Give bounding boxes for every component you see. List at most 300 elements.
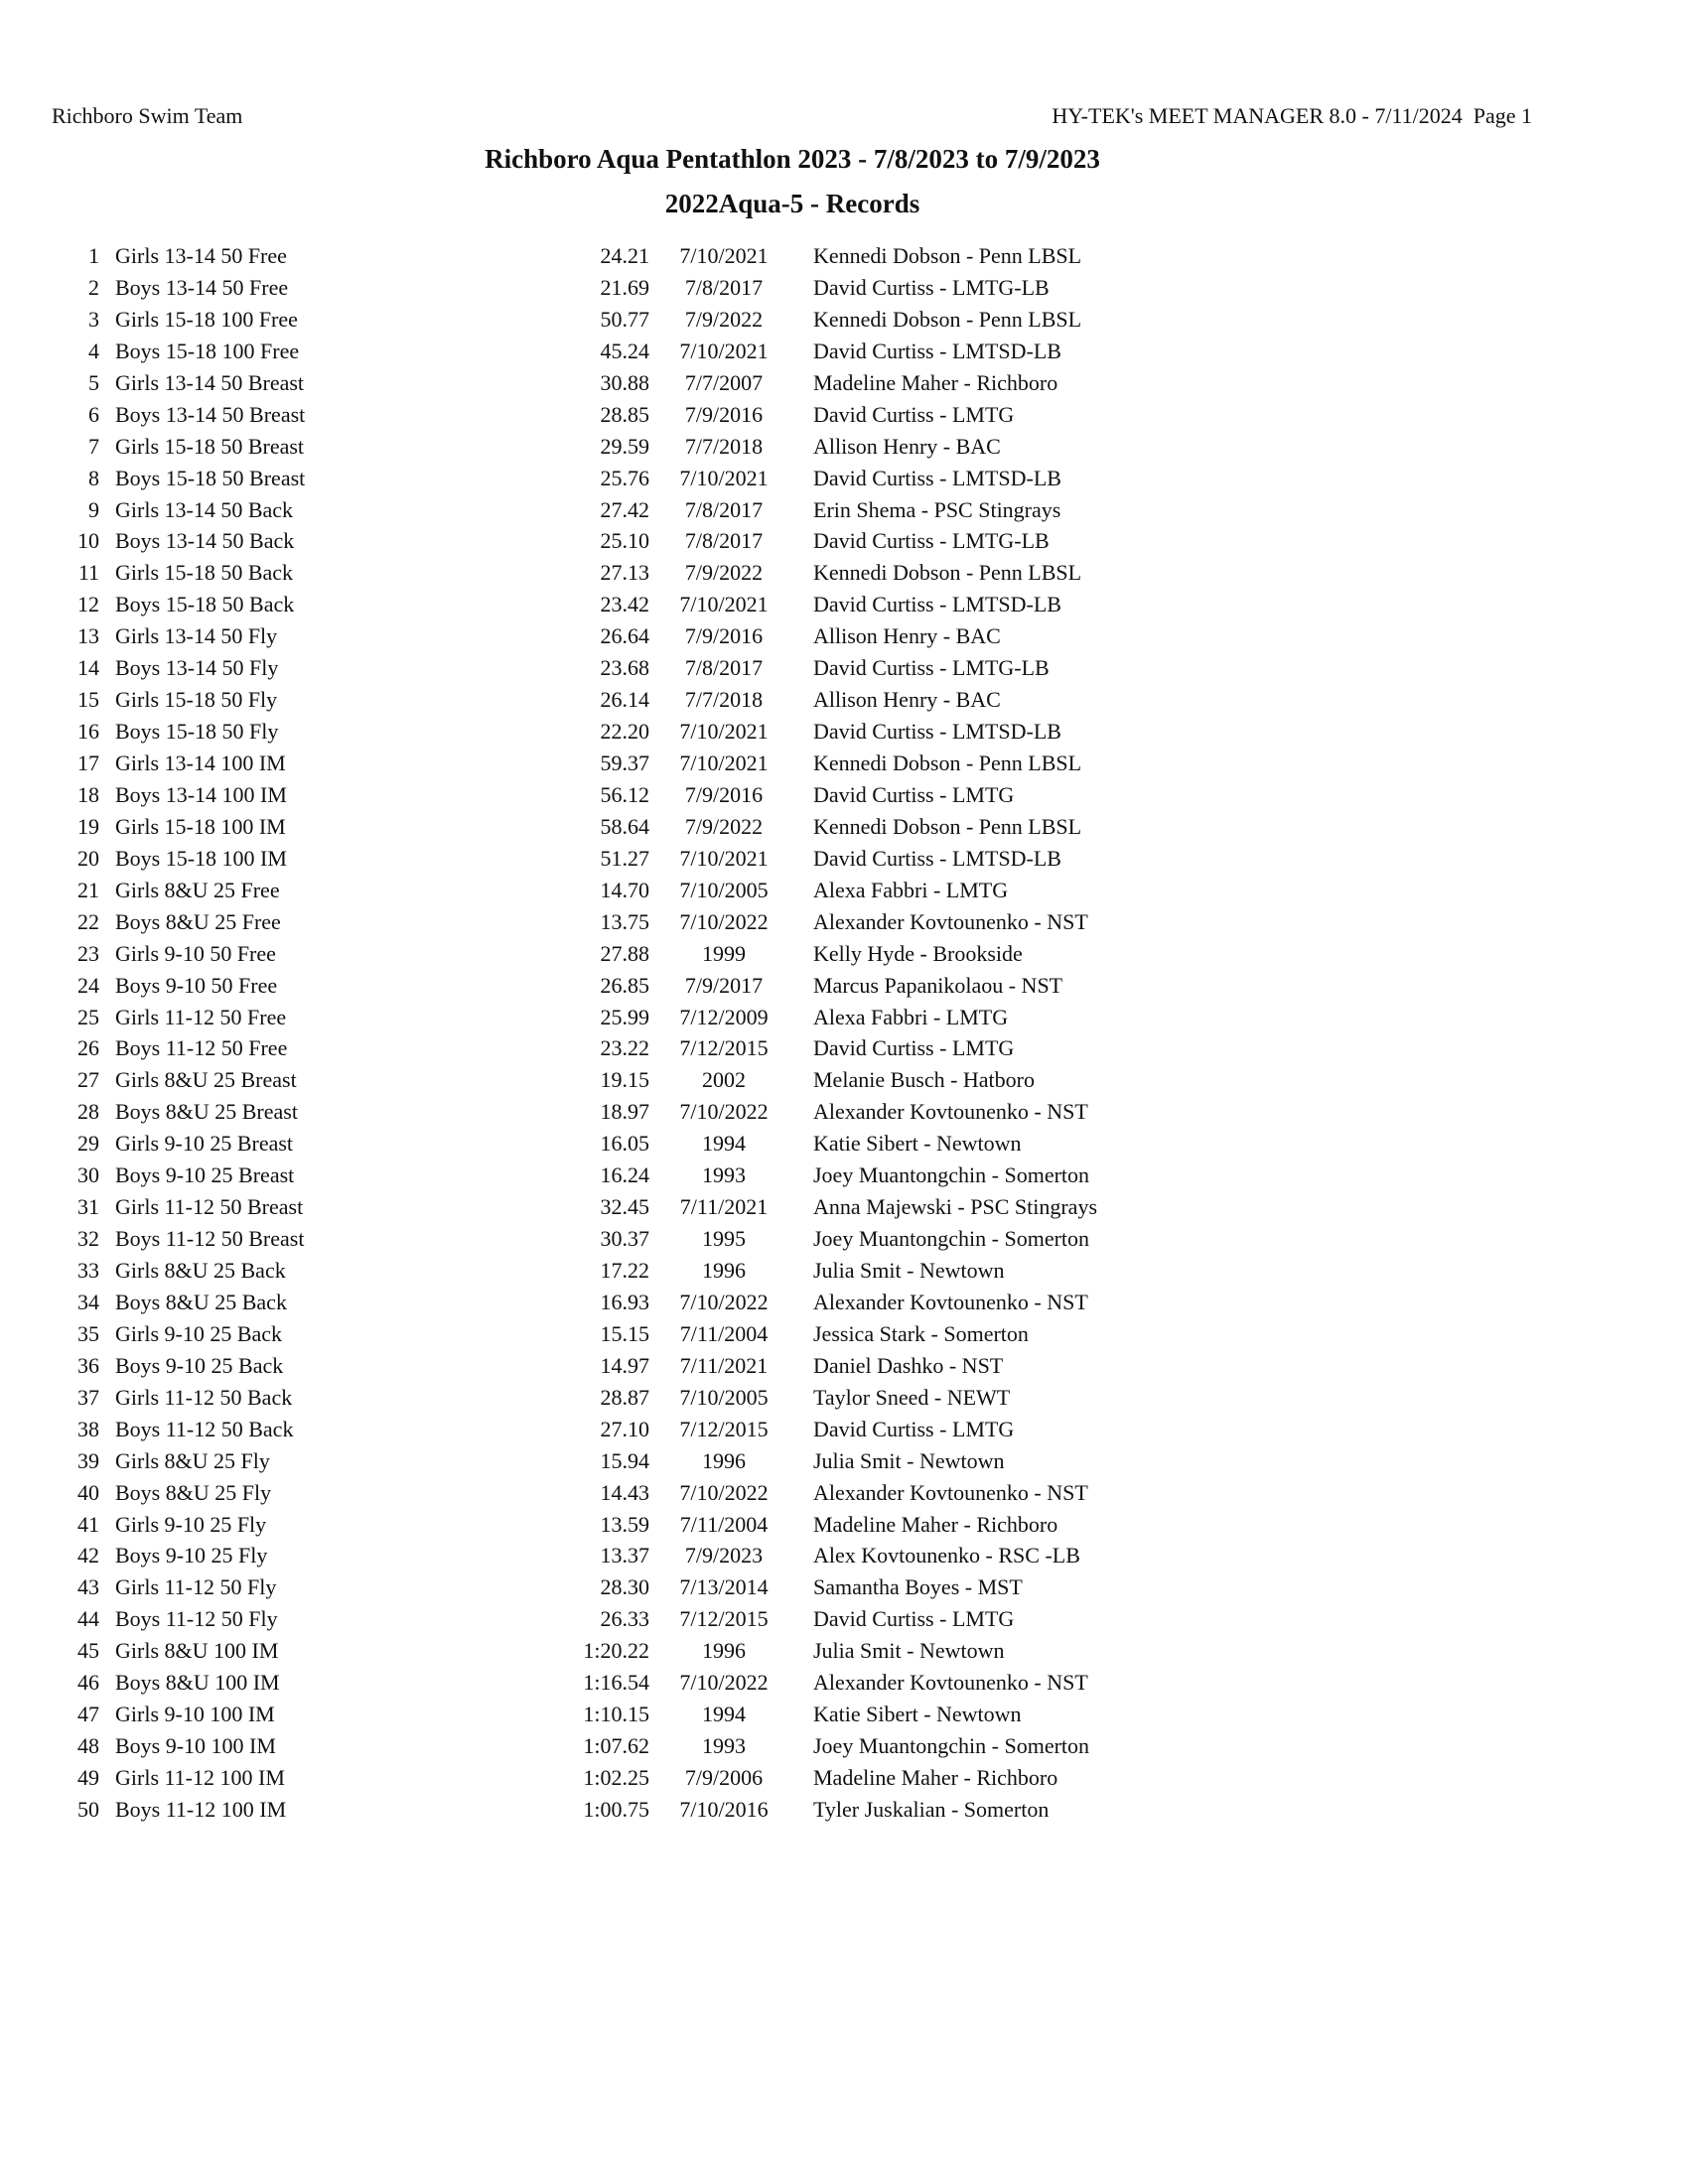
record-number: 11 (77, 560, 99, 586)
record-row (0, 1667, 1688, 1699)
record-date: 7/8/2017 (684, 496, 764, 522)
record-row (0, 843, 1688, 875)
record-date: 7/9/2016 (684, 623, 764, 649)
record-time: 1:00.75 (583, 1796, 649, 1822)
record-date: 1996 (702, 1258, 746, 1283)
record-holder: Kennedi Dobson - Penn LBSL (813, 560, 1082, 586)
record-date: 7/10/2005 (679, 1384, 769, 1410)
record-number: 36 (77, 1352, 99, 1378)
record-event: Boys 9-10 100 IM (115, 1733, 276, 1759)
record-row (0, 1160, 1688, 1191)
record-number: 44 (77, 1606, 99, 1632)
record-number: 35 (77, 1320, 99, 1346)
record-event: Boys 13-14 50 Fly (115, 655, 279, 681)
record-holder: Samantha Boyes - MST (813, 1574, 1023, 1600)
record-event: Girls 9-10 50 Free (115, 940, 276, 966)
record-time: 22.20 (600, 719, 649, 745)
record-holder: Allison Henry - BAC (813, 623, 1001, 649)
record-time: 24.21 (600, 243, 649, 268)
record-row (0, 1128, 1688, 1160)
record-time: 27.10 (600, 1416, 649, 1441)
record-event: Girls 11-12 50 Free (115, 1004, 287, 1029)
record-date: 7/10/2021 (679, 719, 769, 745)
record-date: 1993 (702, 1162, 746, 1188)
record-number: 42 (77, 1543, 99, 1569)
record-time: 16.05 (600, 1131, 649, 1157)
record-number: 46 (77, 1670, 99, 1696)
record-holder: David Curtiss - LMTG-LB (813, 274, 1050, 300)
record-date: 7/12/2015 (679, 1606, 769, 1632)
record-event: Girls 8&U 25 Back (115, 1258, 286, 1283)
record-event: Girls 9-10 25 Breast (115, 1131, 294, 1157)
record-holder: Alexa Fabbri - LMTG (813, 1004, 1009, 1029)
record-row (0, 463, 1688, 494)
record-time: 26.85 (600, 972, 649, 998)
record-number: 31 (77, 1194, 99, 1220)
record-time: 14.97 (600, 1352, 649, 1378)
record-number: 8 (88, 465, 99, 490)
record-date: 7/10/2022 (679, 1670, 769, 1696)
record-row (0, 1414, 1688, 1445)
record-row (0, 1318, 1688, 1350)
record-row (0, 1762, 1688, 1794)
record-holder: David Curtiss - LMTG (813, 401, 1015, 427)
record-event: Girls 13-14 100 IM (115, 751, 286, 775)
record-number: 26 (77, 1035, 99, 1061)
record-event: Boys 13-14 50 Breast (115, 401, 306, 427)
record-number: 49 (77, 1765, 99, 1790)
record-time: 23.42 (600, 592, 649, 617)
record-row (0, 1730, 1688, 1762)
record-event: Girls 13-14 50 Free (115, 243, 287, 268)
record-date: 7/8/2017 (684, 655, 764, 681)
record-number: 5 (88, 369, 99, 395)
record-number: 38 (77, 1416, 99, 1441)
record-number: 4 (88, 338, 99, 363)
record-date: 7/10/2021 (679, 592, 769, 617)
record-number: 29 (77, 1131, 99, 1157)
record-event: Boys 15-18 100 IM (115, 845, 287, 871)
record-row (0, 620, 1688, 652)
record-date: 1994 (702, 1131, 746, 1157)
record-holder: Madeline Maher - Richboro (813, 1765, 1058, 1790)
record-time: 45.24 (600, 338, 649, 363)
record-holder: Joey Muantongchin - Somerton (813, 1162, 1090, 1188)
record-row (0, 716, 1688, 748)
record-event: Boys 11-12 100 IM (115, 1796, 287, 1822)
record-time: 28.85 (600, 401, 649, 427)
record-time: 13.59 (600, 1511, 649, 1537)
record-event: Girls 13-14 50 Breast (115, 369, 305, 395)
record-number: 3 (88, 306, 99, 332)
team-name: Richboro Swim Team (52, 103, 243, 128)
record-date: 7/10/2005 (679, 877, 769, 902)
record-date: 7/9/2006 (684, 1765, 764, 1790)
record-time: 58.64 (600, 813, 649, 839)
record-row (0, 1287, 1688, 1318)
record-event: Girls 11-12 100 IM (115, 1765, 285, 1790)
record-event: Girls 15-18 50 Back (115, 560, 294, 586)
record-time: 17.22 (600, 1258, 649, 1283)
record-number: 33 (77, 1258, 99, 1283)
record-number: 27 (77, 1067, 99, 1093)
record-time: 50.77 (600, 306, 649, 332)
record-date: 7/10/2022 (679, 1289, 769, 1314)
record-row (0, 525, 1688, 557)
record-holder: Jessica Stark - Somerton (813, 1320, 1029, 1346)
record-row (0, 399, 1688, 431)
record-date: 7/11/2021 (679, 1352, 769, 1378)
record-holder: Kennedi Dobson - Penn LBSL (813, 751, 1082, 775)
record-holder: Allison Henry - BAC (813, 687, 1001, 713)
record-holder: Alexander Kovtounenko - NST (813, 908, 1088, 934)
record-number: 30 (77, 1162, 99, 1188)
record-time: 25.76 (600, 465, 649, 490)
record-row (0, 684, 1688, 716)
record-holder: David Curtiss - LMTSD-LB (813, 719, 1061, 745)
record-event: Girls 13-14 50 Back (115, 496, 294, 522)
record-time: 14.43 (600, 1479, 649, 1505)
record-row (0, 336, 1688, 367)
record-time: 27.88 (600, 940, 649, 966)
records-list (0, 240, 1688, 1826)
record-number: 39 (77, 1447, 99, 1473)
record-time: 28.30 (600, 1574, 649, 1600)
record-event: Boys 8&U 25 Breast (115, 1099, 298, 1125)
record-time: 21.69 (600, 274, 649, 300)
record-event: Boys 8&U 25 Fly (115, 1479, 272, 1505)
record-event: Boys 8&U 100 IM (115, 1670, 280, 1696)
record-time: 16.24 (600, 1162, 649, 1188)
record-holder: Kennedi Dobson - Penn LBSL (813, 306, 1082, 332)
record-holder: Kelly Hyde - Brookside (813, 940, 1023, 966)
record-time: 1:02.25 (583, 1765, 649, 1790)
record-number: 50 (77, 1796, 99, 1822)
record-holder: Alexander Kovtounenko - NST (813, 1479, 1088, 1505)
record-holder: David Curtiss - LMTSD-LB (813, 338, 1061, 363)
record-number: 34 (77, 1289, 99, 1314)
record-date: 7/7/2018 (684, 433, 764, 459)
record-time: 23.22 (600, 1035, 649, 1061)
records-subtitle: 2022Aqua-5 - Records (664, 189, 920, 218)
record-row (0, 1223, 1688, 1255)
record-time: 30.37 (600, 1226, 649, 1252)
record-event: Boys 11-12 50 Breast (115, 1226, 305, 1252)
record-date: 7/10/2022 (679, 1099, 769, 1125)
record-number: 6 (88, 401, 99, 427)
record-date: 7/12/2009 (679, 1004, 769, 1029)
record-event: Girls 8&U 25 Free (115, 877, 280, 902)
record-event: Girls 15-18 100 Free (115, 306, 298, 332)
record-holder: David Curtiss - LMTG (813, 781, 1015, 807)
record-number: 16 (77, 719, 99, 745)
record-date: 7/7/2018 (684, 687, 764, 713)
record-row (0, 1509, 1688, 1541)
record-number: 18 (77, 781, 99, 807)
record-event: Girls 11-12 50 Fly (115, 1574, 277, 1600)
record-number: 10 (77, 528, 99, 554)
record-event: Girls 8&U 100 IM (115, 1638, 279, 1664)
record-row (0, 1002, 1688, 1033)
record-event: Boys 15-18 50 Back (115, 592, 295, 617)
record-row (0, 1540, 1688, 1571)
record-row (0, 1255, 1688, 1287)
record-row (0, 304, 1688, 336)
record-time: 27.42 (600, 496, 649, 522)
record-holder: Alexa Fabbri - LMTG (813, 877, 1009, 902)
record-event: Girls 9-10 25 Fly (115, 1511, 267, 1537)
record-time: 18.97 (600, 1099, 649, 1125)
record-holder: David Curtiss - LMTSD-LB (813, 592, 1061, 617)
record-number: 9 (88, 496, 99, 522)
record-row (0, 811, 1688, 843)
record-time: 1:10.15 (583, 1702, 649, 1727)
record-number: 24 (77, 972, 99, 998)
record-date: 7/8/2017 (684, 528, 764, 554)
record-date: 7/9/2022 (684, 306, 764, 332)
record-number: 13 (77, 623, 99, 649)
record-date: 7/9/2022 (684, 813, 764, 839)
record-holder: Tyler Juskalian - Somerton (813, 1796, 1050, 1822)
record-time: 59.37 (600, 751, 649, 775)
record-date: 7/10/2021 (679, 338, 769, 363)
record-row (0, 1445, 1688, 1477)
record-number: 14 (77, 655, 99, 681)
record-holder: Madeline Maher - Richboro (813, 369, 1058, 395)
record-date: 7/9/2017 (684, 972, 764, 998)
record-event: Girls 15-18 50 Breast (115, 433, 305, 459)
record-number: 37 (77, 1384, 99, 1410)
record-number: 20 (77, 845, 99, 871)
record-holder: David Curtiss - LMTG (813, 1035, 1015, 1061)
record-event: Boys 15-18 50 Breast (115, 465, 306, 490)
record-time: 56.12 (600, 781, 649, 807)
record-date: 7/10/2016 (679, 1796, 769, 1822)
record-time: 1:16.54 (583, 1670, 649, 1696)
record-row (0, 748, 1688, 779)
record-number: 17 (77, 751, 99, 775)
record-row (0, 557, 1688, 589)
record-date: 1996 (702, 1447, 746, 1473)
record-time: 19.15 (600, 1067, 649, 1093)
record-holder: David Curtiss - LMTG-LB (813, 528, 1050, 554)
record-event: Boys 8&U 25 Back (115, 1289, 287, 1314)
record-date: 2002 (702, 1067, 746, 1093)
record-holder: David Curtiss - LMTSD-LB (813, 465, 1061, 490)
record-date: 7/10/2021 (679, 465, 769, 490)
record-time: 23.68 (600, 655, 649, 681)
record-date: 7/10/2022 (679, 908, 769, 934)
record-holder: Marcus Papanikolaou - NST (813, 972, 1063, 998)
record-holder: David Curtiss - LMTSD-LB (813, 845, 1061, 871)
record-time: 16.93 (600, 1289, 649, 1314)
record-row (0, 1064, 1688, 1096)
record-row (0, 1191, 1688, 1223)
record-date: 7/10/2021 (679, 751, 769, 775)
record-event: Boys 15-18 100 Free (115, 338, 300, 363)
record-event: Girls 9-10 100 IM (115, 1702, 275, 1727)
record-holder: Melanie Busch - Hatboro (813, 1067, 1035, 1093)
record-date: 7/10/2021 (679, 243, 769, 268)
record-row (0, 272, 1688, 304)
record-date: 7/11/2021 (679, 1194, 769, 1220)
record-time: 51.27 (600, 845, 649, 871)
record-event: Girls 9-10 25 Back (115, 1320, 283, 1346)
record-event: Boys 13-14 100 IM (115, 781, 287, 807)
record-holder: Alex Kovtounenko - RSC -LB (813, 1543, 1080, 1569)
record-row (0, 906, 1688, 938)
record-number: 2 (88, 274, 99, 300)
record-holder: Madeline Maher - Richboro (813, 1511, 1058, 1537)
record-number: 25 (77, 1004, 99, 1029)
record-row (0, 1382, 1688, 1414)
record-date: 7/11/2004 (679, 1320, 769, 1346)
record-date: 7/12/2015 (679, 1416, 769, 1441)
record-row (0, 938, 1688, 970)
record-event: Boys 8&U 25 Free (115, 908, 281, 934)
record-holder: David Curtiss - LMTG (813, 1606, 1015, 1632)
record-date: 7/11/2004 (679, 1511, 769, 1537)
record-number: 7 (88, 433, 99, 459)
record-number: 19 (77, 813, 99, 839)
record-number: 23 (77, 940, 99, 966)
record-date: 7/9/2023 (684, 1543, 764, 1569)
record-number: 47 (77, 1702, 99, 1727)
meet-title: Richboro Aqua Pentathlon 2023 - 7/8/2023 to 7/9/2023 (485, 144, 1100, 174)
record-row (0, 589, 1688, 620)
record-time: 25.10 (600, 528, 649, 554)
record-number: 45 (77, 1638, 99, 1664)
record-number: 40 (77, 1479, 99, 1505)
record-row (0, 367, 1688, 399)
record-number: 12 (77, 592, 99, 617)
record-date: 1994 (702, 1702, 746, 1727)
record-event: Girls 11-12 50 Breast (115, 1194, 304, 1220)
record-time: 28.87 (600, 1384, 649, 1410)
record-event: Boys 13-14 50 Free (115, 274, 289, 300)
record-event: Boys 11-12 50 Free (115, 1035, 288, 1061)
record-event: Boys 9-10 25 Fly (115, 1543, 268, 1569)
record-date: 1996 (702, 1638, 746, 1664)
record-date: 7/13/2014 (679, 1574, 769, 1600)
record-holder: Daniel Dashko - NST (813, 1352, 1004, 1378)
record-date: 7/7/2007 (684, 369, 764, 395)
record-date: 1995 (702, 1226, 746, 1252)
record-number: 41 (77, 1511, 99, 1537)
record-holder: Anna Majewski - PSC Stingrays (813, 1194, 1097, 1220)
record-time: 25.99 (600, 1004, 649, 1029)
record-time: 26.14 (600, 687, 649, 713)
record-time: 15.94 (600, 1447, 649, 1473)
record-holder: Julia Smit - Newtown (813, 1447, 1005, 1473)
record-date: 1999 (702, 940, 746, 966)
record-number: 1 (88, 243, 99, 268)
record-holder: David Curtiss - LMTG-LB (813, 655, 1050, 681)
record-holder: Julia Smit - Newtown (813, 1638, 1005, 1664)
record-holder: Taylor Sneed - NEWT (813, 1384, 1011, 1410)
record-row (0, 875, 1688, 906)
record-event: Girls 15-18 50 Fly (115, 687, 278, 713)
record-holder: Alexander Kovtounenko - NST (813, 1289, 1088, 1314)
record-time: 14.70 (600, 877, 649, 902)
record-event: Boys 11-12 50 Fly (115, 1606, 278, 1632)
record-event: Boys 9-10 25 Breast (115, 1162, 295, 1188)
record-time: 26.33 (600, 1606, 649, 1632)
record-time: 26.64 (600, 623, 649, 649)
record-row (0, 1635, 1688, 1667)
record-row (0, 652, 1688, 684)
record-time: 15.15 (600, 1320, 649, 1346)
record-number: 48 (77, 1733, 99, 1759)
record-row (0, 431, 1688, 463)
record-date: 7/9/2016 (684, 401, 764, 427)
record-date: 7/8/2017 (684, 274, 764, 300)
record-event: Boys 13-14 50 Back (115, 528, 295, 554)
record-time: 29.59 (600, 433, 649, 459)
record-number: 43 (77, 1574, 99, 1600)
record-date: 7/10/2022 (679, 1479, 769, 1505)
record-time: 27.13 (600, 560, 649, 586)
record-time: 30.88 (600, 369, 649, 395)
record-event: Girls 8&U 25 Breast (115, 1067, 297, 1093)
record-number: 21 (77, 877, 99, 902)
record-row (0, 779, 1688, 811)
record-time: 13.37 (600, 1543, 649, 1569)
record-date: 7/10/2021 (679, 845, 769, 871)
record-row (0, 1032, 1688, 1064)
record-time: 1:07.62 (583, 1733, 649, 1759)
record-event: Girls 8&U 25 Fly (115, 1447, 270, 1473)
record-date: 7/9/2016 (684, 781, 764, 807)
record-number: 22 (77, 908, 99, 934)
record-row (0, 1571, 1688, 1603)
record-date: 1993 (702, 1733, 746, 1759)
record-event: Boys 11-12 50 Back (115, 1416, 294, 1441)
record-holder: Kennedi Dobson - Penn LBSL (813, 243, 1082, 268)
record-number: 15 (77, 687, 99, 713)
record-time: 1:20.22 (583, 1638, 649, 1664)
record-holder: Erin Shema - PSC Stingrays (813, 496, 1061, 522)
record-row (0, 494, 1688, 526)
record-holder: Katie Sibert - Newtown (813, 1702, 1022, 1727)
record-row (0, 1603, 1688, 1635)
record-event: Girls 15-18 100 IM (115, 813, 286, 839)
software-page-info: HY-TEK's MEET MANAGER 8.0 - 7/11/2024 Page 1 (1052, 103, 1532, 128)
record-event: Boys 9-10 25 Back (115, 1352, 284, 1378)
record-date: 7/9/2022 (684, 560, 764, 586)
record-event: Boys 9-10 50 Free (115, 972, 278, 998)
record-time: 32.45 (600, 1194, 649, 1220)
record-number: 28 (77, 1099, 99, 1125)
record-holder: David Curtiss - LMTG (813, 1416, 1015, 1441)
record-holder: Kennedi Dobson - Penn LBSL (813, 813, 1082, 839)
record-event: Boys 15-18 50 Fly (115, 719, 279, 745)
record-row (0, 1096, 1688, 1128)
record-row (0, 1477, 1688, 1509)
record-holder: Alexander Kovtounenko - NST (813, 1670, 1088, 1696)
record-holder: Joey Muantongchin - Somerton (813, 1733, 1090, 1759)
record-row (0, 970, 1688, 1002)
record-time: 13.75 (600, 908, 649, 934)
record-date: 7/12/2015 (679, 1035, 769, 1061)
record-holder: Alexander Kovtounenko - NST (813, 1099, 1088, 1125)
record-holder: Julia Smit - Newtown (813, 1258, 1005, 1283)
record-row (0, 240, 1688, 272)
record-row (0, 1699, 1688, 1730)
record-row (0, 1350, 1688, 1382)
record-holder: Katie Sibert - Newtown (813, 1131, 1022, 1157)
record-holder: Joey Muantongchin - Somerton (813, 1226, 1090, 1252)
